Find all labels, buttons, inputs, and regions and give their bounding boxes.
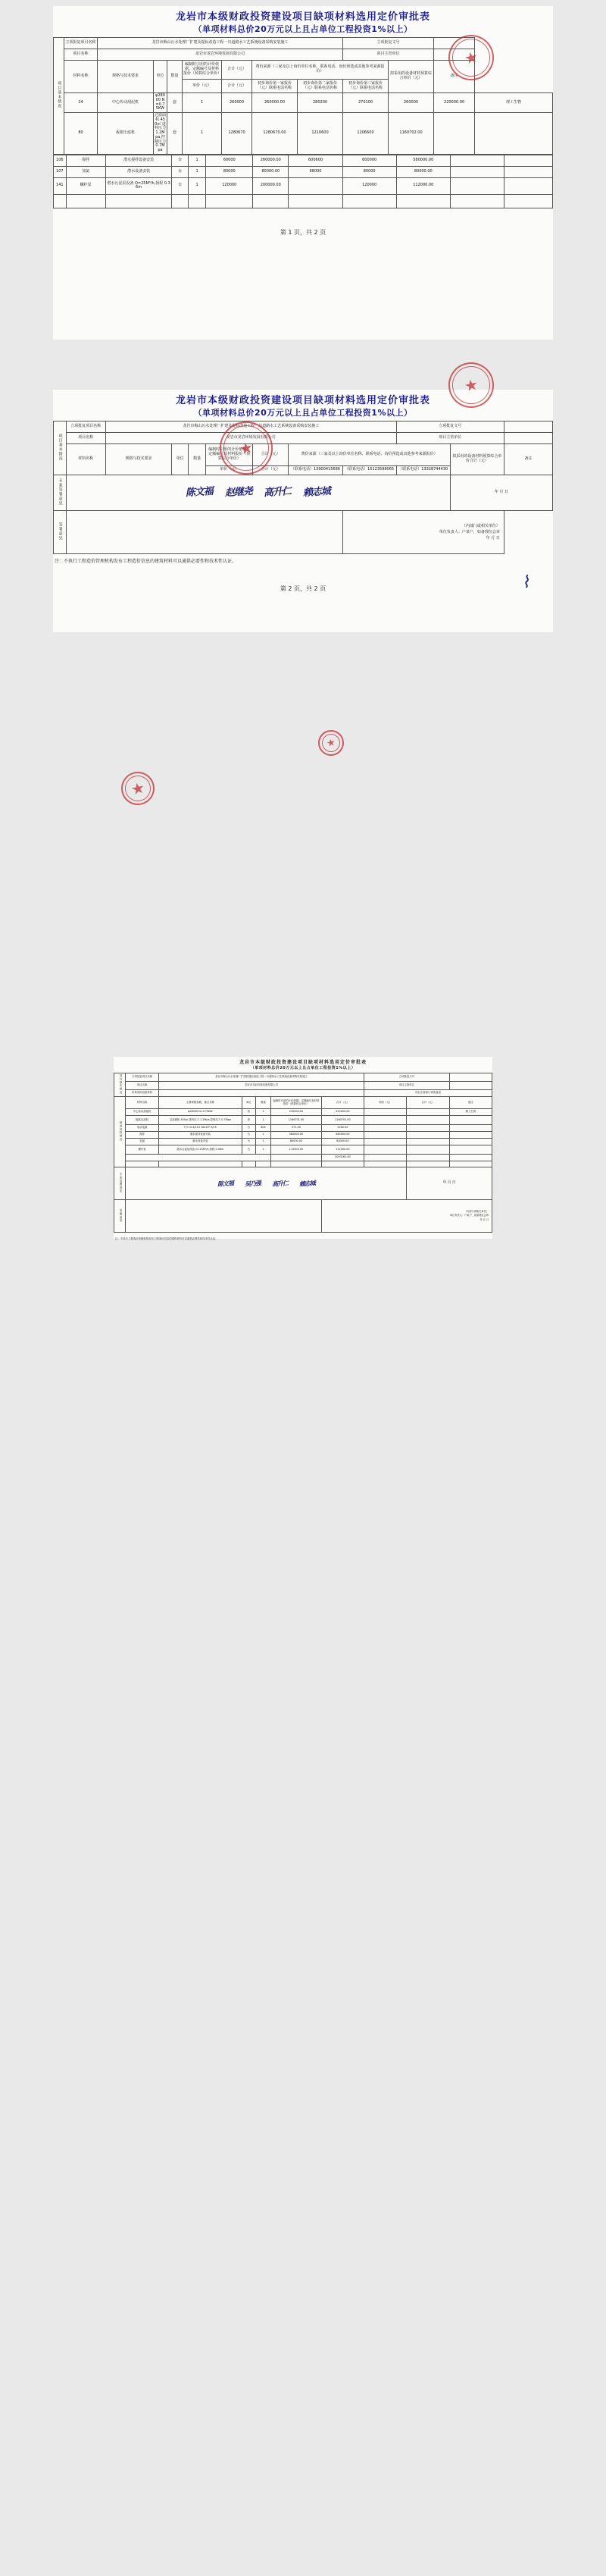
vertical-label: 项目基本情况 — [57, 81, 62, 108]
cell-材料名称: 搅拌 — [66, 155, 105, 166]
value-立项批复项目名称: 龙岩市梅山污水处理厂扩建及提标改造工程一川道路水工艺系统设备采购安装施工 — [105, 421, 396, 433]
signature-4: 赖志城 — [302, 485, 331, 499]
value-立项批复文号 — [434, 38, 475, 49]
cell-单位: 套 — [167, 93, 183, 113]
date-month: 月 — [491, 536, 495, 541]
cell-单位: 台 — [172, 166, 188, 177]
cell-备注 — [449, 1145, 492, 1155]
cell-规格: 潜水污泥泵设备 Q=25M³/h,扬程 0.36m — [105, 177, 172, 194]
date-year: 年 — [479, 1218, 483, 1222]
label-立项批复文号: 立项批复文号 — [364, 1073, 450, 1082]
review-stamp-cell — [321, 1200, 492, 1233]
cell-计价依据: 80000.00 — [271, 1139, 322, 1145]
cell-规格: 潜水搅拌设备安装 — [158, 1132, 242, 1139]
page-footer: 第 2 页，共 2 页 — [280, 585, 326, 593]
value-项目主管单位 — [449, 1081, 492, 1089]
cell-blank — [253, 194, 289, 208]
cell-材料名称: 螺杆泵 — [126, 1145, 158, 1155]
cell-备注 — [449, 1116, 492, 1125]
section-materials-area — [158, 1089, 364, 1097]
cell-材料名称: 加氯 — [126, 1139, 158, 1145]
stamp-line-1: （内部门或相关单位） — [461, 524, 500, 528]
cell-单价: 260000 — [222, 93, 252, 113]
col-规格与技术要求: 规格与技术要求 — [98, 61, 154, 93]
col-备注: 备注 — [434, 61, 475, 93]
cell-规格: φ28000 N=0.75KW — [154, 93, 167, 113]
col-询价3: （联系电话）13328744430 — [396, 465, 450, 475]
cell-数量: 604 — [255, 1125, 270, 1132]
date-day: 日 — [504, 490, 508, 495]
cell-blank — [321, 1161, 364, 1167]
cell-合计: 80000.00 — [253, 166, 289, 177]
cell-blank — [504, 194, 552, 208]
cell-数量: 1 — [255, 1109, 270, 1116]
review-signature-area[interactable] — [66, 511, 342, 554]
date-year: 年 — [486, 536, 490, 541]
cell-计价依据: 220000.00 — [271, 1109, 322, 1116]
cell-序号: 107 — [54, 166, 67, 177]
cell-规格: 潜水污泥泵设备 Q=25M³/h,扬程 0.36m — [158, 1145, 242, 1155]
date-month: 月 — [499, 490, 504, 495]
cell-询价1 — [364, 1125, 407, 1132]
cell-blank — [396, 194, 450, 208]
cell-合计标签 — [126, 1155, 271, 1161]
cell-规格: 潜水设备安装 — [158, 1139, 242, 1145]
cell-blank — [255, 1161, 270, 1167]
col-拟采用单价: 拟采用的设备材料预算综合单价合计（元） — [450, 444, 504, 475]
expert-date-cell — [407, 1167, 492, 1200]
value-立项批复文号 — [504, 421, 552, 433]
cell-询价2 — [407, 1139, 449, 1145]
cell-备注 — [504, 155, 552, 166]
approval-form-table — [53, 421, 553, 554]
cell-blank — [54, 194, 67, 208]
table-row — [114, 1132, 492, 1139]
col-计价依据: 编制时引用的计价依据、定额编号及材料报价（预算综合单价） — [271, 1097, 322, 1109]
page-subtitle: （单项材料总价20万元以上且占单位工程投资1%以上） — [193, 408, 413, 418]
form-note: 注：不执行工程造价管理机构发布工程造价信息的建筑材料可以通供必要性和技术性认证。 — [115, 1237, 218, 1241]
review-signature-area[interactable] — [126, 1200, 321, 1233]
star-icon: ★ — [325, 736, 337, 750]
page-2 — [53, 390, 553, 632]
page-3 — [114, 1057, 492, 1239]
cell-空1 — [364, 1155, 407, 1161]
cell-备注 — [449, 1139, 492, 1145]
cell-单价: 60000 — [206, 155, 253, 166]
review-opinion-label: 签署意见 — [119, 1208, 123, 1223]
cell-数量: 1 — [255, 1145, 270, 1155]
date-year: 年 — [494, 490, 498, 495]
label-专家签署意见 — [114, 1167, 126, 1200]
cell-询价3: 580000.00 — [396, 155, 450, 166]
cell-询价2: 120000 — [342, 177, 396, 194]
cell-合计: 80000.00 — [321, 1139, 364, 1145]
vertical-label: 项目基本情况 — [58, 433, 63, 461]
label-项目名称: 项目名称 — [126, 1081, 158, 1089]
value-立项批复项目名称: 龙岩市梅山污水处理厂扩建及提标改造工程一川道路水工艺系统设备采购安装施工 — [98, 38, 343, 49]
col-拟采用单价: 拟采用的设备材料预算综合单价（元） — [389, 61, 434, 93]
page-footer: 第 1 页，共 2 页 — [280, 228, 326, 236]
cell-询价3: 1160702.00 — [389, 113, 434, 155]
cell-规格: φ28000 N=0.75KW — [158, 1109, 242, 1116]
cell-备注 — [475, 113, 553, 155]
table-row — [114, 1116, 492, 1125]
table-row-blank — [114, 1161, 492, 1167]
row-label-column — [114, 1073, 126, 1097]
col-计价依据: 编制时引用的计价依据、定额编号及材料报价（预算综合单价） — [183, 61, 222, 80]
cell-询价1 — [364, 1145, 407, 1155]
cell-询价2 — [407, 1145, 449, 1155]
cell-拟采用 — [450, 166, 504, 177]
cell-blank — [158, 1161, 242, 1167]
label-项目主管单位: 项目主管单位 — [343, 49, 434, 61]
col-计价依据: 编制时引用的计价依据、定额编号及材料报价（预算综合单价） — [206, 444, 253, 466]
col-询价1: 询价（元） — [364, 1097, 407, 1109]
col-费价来源: 费价来源（三家及以上询价单位名称、联系电话、询价预选或其他参考来源报价） — [252, 61, 389, 80]
table-row — [54, 113, 553, 155]
cell-备注 — [504, 177, 552, 194]
table-row — [54, 155, 553, 166]
expert-opinion-label: 专家签署意见 — [58, 478, 63, 506]
col-数量: 数量 — [167, 61, 183, 93]
table-row — [114, 1125, 492, 1132]
stamp-line-2: 单位负责人：户某户，如备理位会章 — [439, 530, 500, 534]
col-合计: 合计（元） — [253, 444, 289, 466]
label-项目名称: 项目名称 — [66, 433, 105, 444]
cell-blank — [271, 1161, 322, 1167]
cell-规格: 潜水搅拌设备安装 — [105, 155, 172, 166]
official-seal-page3 — [118, 769, 158, 808]
col-数量: 数量 — [255, 1097, 270, 1109]
cell-询价1 — [364, 1109, 407, 1116]
row-label-column — [54, 38, 64, 155]
table-row — [114, 1145, 492, 1155]
table-row — [114, 1139, 492, 1145]
cell-数量: 1 — [255, 1139, 270, 1145]
document-pages — [0, 6, 606, 1239]
cell-询价3: 112000.00 — [396, 177, 450, 194]
page-title: 龙岩市本级财政投资建设项目缺项材料选用定价审批表 — [239, 1060, 367, 1065]
cell-单位: 套 — [167, 113, 183, 155]
cell-序号: 80 — [64, 113, 98, 155]
cell-询价2: 270100 — [343, 93, 389, 113]
cell-单位: 台 — [242, 1139, 255, 1145]
col-单位: 单位 — [242, 1097, 255, 1109]
value-项目主管单位 — [434, 49, 475, 61]
col-材料名称: 材料名称 — [64, 61, 98, 93]
page-1 — [53, 6, 553, 340]
cell-材料名称: 搅拌 — [126, 1132, 158, 1139]
value-项目主管单位 — [504, 433, 552, 444]
cell-询价1: 280200 — [298, 93, 343, 113]
cell-空3 — [449, 1155, 492, 1161]
cell-规格: T,Y=0.4/110 16x10³ 5/25 — [158, 1125, 242, 1132]
cell-询价2 — [407, 1125, 449, 1132]
col-材料名称: 材料名称 — [126, 1097, 158, 1109]
cell-拟采用: 220000.00 — [434, 93, 475, 113]
table-row-blank — [54, 194, 553, 208]
cell-规格: 过滤面积 450㎡ 进料压力 1.2Mpa,控制压力 0.7Mpa — [158, 1116, 242, 1125]
signature-3: 高升仁 — [271, 1178, 289, 1188]
date-month: 月 — [447, 1180, 451, 1186]
cell-备注 — [449, 1132, 492, 1139]
star-icon: ★ — [462, 47, 480, 68]
cell-空2 — [407, 1155, 449, 1161]
cell-数量: 1 — [183, 93, 222, 113]
col-询价3: 初步询价第三家报价（元）联系电话名称 — [343, 80, 389, 93]
label-项目主管单位: 项目主管单位 — [396, 433, 504, 444]
date-day: 日 — [495, 536, 500, 541]
cell-数量: 1 — [188, 166, 206, 177]
main-form-table-cont — [53, 155, 553, 208]
cell-blank — [172, 194, 188, 208]
review-opinion-label: 签署意见 — [58, 522, 63, 541]
cell-blank — [449, 1161, 492, 1167]
cell-材料名称: 中心传动刮泥机 — [98, 93, 154, 113]
handwritten-mark: ⌇ — [521, 572, 533, 593]
col-材料名称: 材料名称 — [66, 444, 105, 475]
cell-blank — [450, 194, 504, 208]
signature-3: 高升仁 — [263, 485, 292, 499]
expert-date-cell — [450, 475, 552, 511]
col-询价1: （联系电话）13900415686 — [289, 465, 342, 475]
cell-单位: 台 — [242, 1145, 255, 1155]
cell-单位: 台 — [172, 177, 188, 194]
col-备注: 备注 — [449, 1097, 492, 1109]
cell-序号: 141 — [54, 177, 67, 194]
col-询价2: 合计（元） — [407, 1097, 449, 1109]
row-label-column-2 — [114, 1097, 126, 1167]
date-month: 月 — [483, 1218, 486, 1222]
cell-计价依据: 580000.00 — [271, 1132, 322, 1139]
page-subtitle: （单项材料总价20万元以上且占单位工程投资1%以上） — [250, 1066, 356, 1070]
cell-单价: 1280670 — [222, 113, 252, 155]
cell-规格: 潜水设备安装 — [105, 166, 172, 177]
table-row — [54, 177, 553, 194]
cell-单位: 套 — [242, 1116, 255, 1125]
label-签署意见 — [54, 511, 67, 554]
cell-序号: 106 — [54, 155, 67, 166]
expert-signature-area[interactable] — [126, 1167, 407, 1200]
cell-询价1 — [364, 1116, 407, 1125]
cell-备注 — [449, 1125, 492, 1132]
cell-询价2 — [407, 1132, 449, 1139]
cell-数量: 1 — [255, 1116, 270, 1125]
cell-blank — [66, 194, 105, 208]
value-立项批复项目名称: 龙岩市梅山污水处理厂扩建及提标改造工程一川道路水工艺系统设备采购安装施工 — [158, 1073, 364, 1082]
value-项目名称: 龙岩市龙岩环境发展有限公司 — [98, 49, 343, 61]
cell-询价1: 600600 — [289, 155, 342, 166]
table-row — [54, 93, 553, 113]
review-stamp-cell — [342, 511, 504, 554]
cell-blank — [407, 1161, 449, 1167]
cell-数量: 1 — [255, 1132, 270, 1139]
cell-数量: 1 — [188, 177, 206, 194]
cell-材料名称: 板框压滤机 — [98, 113, 154, 155]
col-费价来源: 费价来源（三家及以上询价单位名称、联系电话、询价预选或其他参考来源报价） — [289, 444, 450, 466]
cell-合计: 220000.00 — [321, 1109, 364, 1116]
col-合计: 合计（元） — [321, 1097, 364, 1109]
cell-合计: 1160701.00 — [321, 1116, 364, 1125]
cell-拟采用 — [450, 177, 504, 194]
label-立项批复项目名称: 立项批复项目名称 — [126, 1073, 158, 1082]
label-专家签署意见 — [54, 475, 67, 511]
cell-单价: 80000 — [206, 166, 253, 177]
cell-计价依据: 571.00 — [271, 1125, 322, 1132]
page-subtitle: （单项材料总价20万元以上且占单位工程投资1%以上） — [193, 24, 413, 34]
cell-单价: 120000 — [206, 177, 253, 194]
cell-合计: 112000.00 — [321, 1145, 364, 1155]
cell-询价1: 1210600 — [298, 113, 343, 155]
vertical-label: 缺项材料情况 — [119, 1121, 123, 1142]
label-签署意见 — [114, 1200, 126, 1233]
cell-询价2: 80000 — [342, 166, 396, 177]
star-icon: ★ — [462, 374, 480, 396]
cell-询价3: 260000 — [389, 93, 434, 113]
official-seal-page3-small — [316, 728, 346, 758]
col-询价1: 初步询价第一家报价（元）联系电话名称 — [252, 80, 298, 93]
cell-备注: 理工生物 — [449, 1109, 492, 1116]
col-询价2: 初步询价第二家报价（元）联系电话名称 — [298, 80, 343, 93]
cell-合计空 — [271, 1155, 322, 1161]
cell-询价3: 80000.00 — [396, 166, 450, 177]
cell-询价2: 1206600 — [343, 113, 389, 155]
cell-询价2 — [407, 1109, 449, 1116]
star-icon: ★ — [129, 778, 147, 799]
form-note: 注：不执行工程造价管理机构发布工程造价信息的建筑材料可以通供必要性和技术性认证。 — [55, 559, 237, 564]
cell-询价1 — [364, 1139, 407, 1145]
cell-blank — [289, 194, 342, 208]
cell-询价2 — [407, 1116, 449, 1125]
cell-拟采用 — [450, 155, 504, 166]
label-立项批复文号: 立项批复文号 — [343, 38, 434, 49]
cell-数量: 1 — [188, 155, 206, 166]
page-title: 龙岩市本级财政投资建设项目缺项材料选用定价审批表 — [175, 11, 430, 23]
section-label-materials: 所采用的设备材料 — [126, 1089, 158, 1097]
cell-blank — [188, 194, 206, 208]
cell-单位: 套 — [242, 1109, 255, 1116]
cell-计价依据: 1160701.00 — [271, 1116, 322, 1125]
cell-合计: 260000.00 — [252, 93, 298, 113]
cell-询价1 — [289, 177, 342, 194]
stamp-line-2: 单位负责人：户某户，如备理位会章 — [450, 1214, 489, 1217]
cell-计价依据: 112000.00 — [271, 1145, 322, 1155]
date-day: 日 — [486, 1218, 489, 1222]
cell-材料名称: 加氯 — [66, 166, 105, 177]
col-合计: 合计（元） — [222, 61, 252, 80]
col-规格与技术要求: 规格与技术要求 — [105, 444, 172, 475]
vertical-label: 项目基本情况 — [119, 1074, 123, 1095]
cell-blank — [364, 1161, 407, 1167]
cell-规格: 过滤面积 450㎡ 进料压力 1.2Mpa,控制压力 0.7Mpa — [154, 113, 167, 155]
col-数量: 数量 — [188, 444, 206, 475]
cell-材料名称: 中心传动刮泥机 — [126, 1109, 158, 1116]
cell-询价2: 600000 — [342, 155, 396, 166]
cell-材料名称: 板框压滤机 — [126, 1116, 158, 1125]
cell-blank — [126, 1161, 158, 1167]
col-单价: 单价（元） — [183, 80, 222, 93]
cell-blank — [242, 1161, 255, 1167]
label-立项批复项目名称: 立项批复项目名称 — [64, 38, 98, 49]
table-row — [54, 166, 553, 177]
cell-blank — [342, 194, 396, 208]
signature-2: 赵继尧 — [224, 485, 253, 499]
section-label-price: 项目主管部门审查意见 — [364, 1089, 492, 1097]
label-立项批复项目名称: 立项批复项目名称 — [66, 421, 105, 433]
cell-单位: 台 — [172, 155, 188, 166]
stamp-line-1: （内部门或相关单位） — [464, 1209, 489, 1213]
cell-材料名称: 电动电源 — [126, 1125, 158, 1132]
cell-询价1 — [364, 1132, 407, 1139]
cell-单位: 台 — [242, 1132, 255, 1139]
table-row-total — [114, 1155, 492, 1161]
cell-blank — [105, 194, 172, 208]
expert-opinion-label: 专家签署意见 — [119, 1173, 123, 1193]
col-询价2: （联系电话）15123598065 — [342, 465, 396, 475]
label-立项批复文号: 立项批复文号 — [396, 421, 504, 433]
signature-1: 陈文福 — [217, 1178, 234, 1188]
star-icon: ★ — [237, 437, 255, 459]
page-title: 龙岩市本级财政投资建设项目缺项材料选用定价审批表 — [175, 395, 430, 406]
label-项目名称: 项目名称 — [64, 49, 98, 61]
col-备注: 备注 — [504, 444, 552, 475]
value-项目名称: 龙岩市龙岩环境发展有限公司 — [105, 433, 396, 444]
signature-1: 陈文福 — [185, 485, 214, 499]
cell-单位: 台 — [242, 1125, 255, 1132]
value-项目名称: 龙岩市龙岩环境发展有限公司 — [158, 1081, 364, 1089]
col-合计-sub: 合计（元） — [253, 465, 289, 475]
cell-合计: 2260.00 — [321, 1125, 364, 1132]
cell-合计: 260000.00 — [253, 155, 289, 166]
signature-4: 赖志城 — [298, 1178, 316, 1188]
table-row — [114, 1109, 492, 1116]
cell-合计值: 2053161.00 — [321, 1155, 364, 1161]
cell-合计: 1280670.00 — [252, 113, 298, 155]
col-合计-sub: 合计（元） — [222, 80, 252, 93]
label-项目主管单位: 项目主管单位 — [364, 1081, 450, 1089]
cell-数量: 1 — [183, 113, 222, 155]
date-year: 年 — [442, 1180, 447, 1186]
summary-form-table — [114, 1073, 492, 1233]
cell-合计: 580000.00 — [321, 1132, 364, 1139]
col-单价: 单价（元） — [206, 465, 253, 475]
signature-2: 吴乃强 — [244, 1178, 261, 1188]
cell-询价1: 68000 — [289, 166, 342, 177]
col-单位: 单位 — [154, 61, 167, 93]
cell-材料名称: 螺杆泵 — [66, 177, 105, 194]
row-label-column — [54, 421, 67, 475]
expert-signature-area[interactable] — [66, 475, 450, 511]
cell-序号: 24 — [64, 93, 98, 113]
main-form-table — [53, 37, 553, 155]
cell-备注: 理工生物 — [475, 93, 553, 113]
value-立项批复文号 — [449, 1073, 492, 1082]
col-单位: 单位 — [172, 444, 188, 475]
cell-拟采用 — [434, 113, 475, 155]
cell-blank — [206, 194, 253, 208]
cell-备注 — [504, 166, 552, 177]
date-day: 日 — [451, 1180, 456, 1186]
cell-合计: 200000.00 — [253, 177, 289, 194]
col-规格: 主要规格参数、重点名称 — [158, 1097, 242, 1109]
